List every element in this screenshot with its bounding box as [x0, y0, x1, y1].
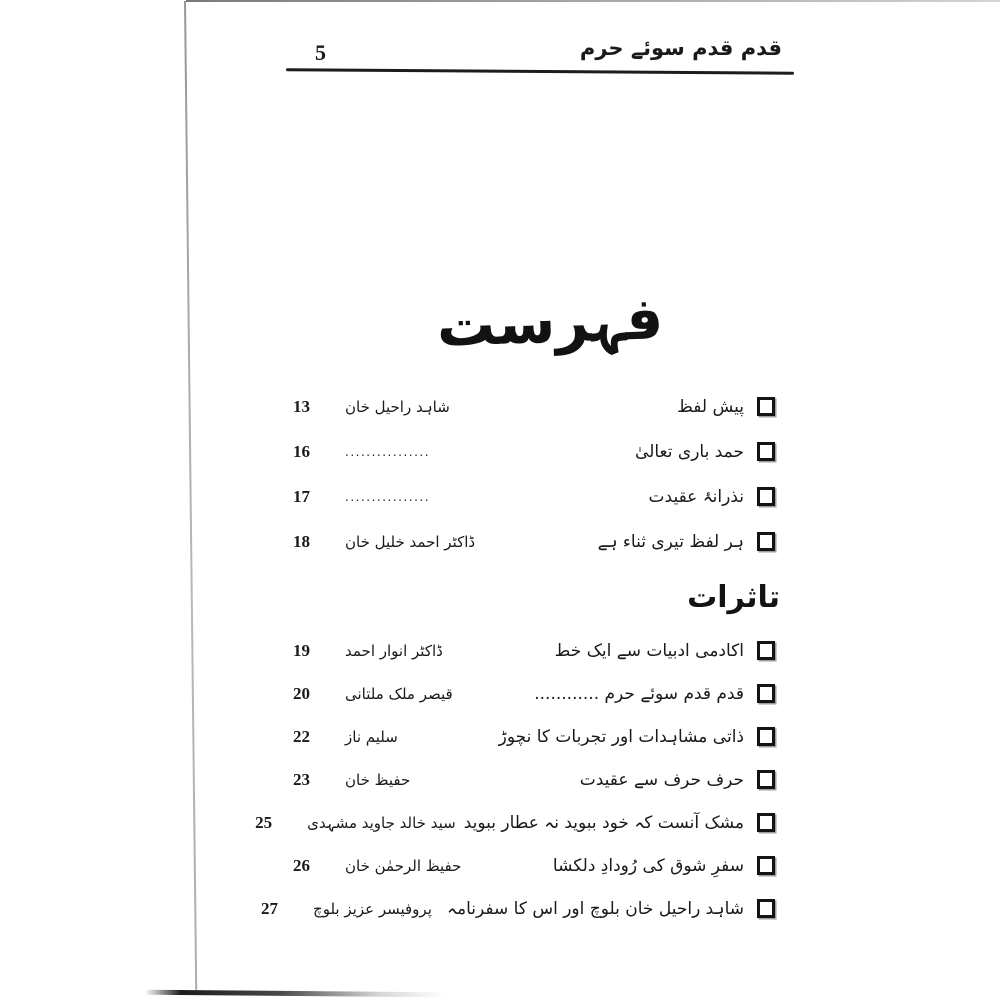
header-rule — [286, 68, 794, 75]
entry-page-number: 26 — [293, 855, 310, 875]
checkbox-icon — [757, 813, 775, 832]
toc-impressions-list — [255, 629, 775, 930]
entry-page-number: 18 — [293, 531, 310, 551]
contents-title: فہرست — [435, 284, 665, 360]
running-head-book-title: قدم قدم سوئے حرم — [579, 36, 782, 60]
entry-title: اکادمی ادبیات سے ایک خط — [554, 641, 744, 661]
entry-page-number: 20 — [293, 683, 310, 703]
entry-author: شاہد راحیل خان — [345, 397, 450, 416]
entry-title: سفرِ شوق کی رُودادِ دلکشا — [552, 855, 744, 876]
entry-title: نذرانۂ عقیدت — [648, 487, 744, 507]
entry-page-number: 19 — [293, 640, 310, 660]
entry-author-dots: ................ — [345, 489, 431, 504]
toc-row — [255, 801, 775, 844]
entry-page-number: 17 — [293, 486, 310, 506]
toc-row — [293, 629, 775, 672]
entry-author: حفیظ خان — [345, 770, 411, 789]
section-header-impressions: تاثرات — [687, 580, 780, 615]
checkbox-icon — [757, 532, 775, 551]
entry-page-number: 23 — [293, 769, 310, 789]
entry-page-number: 13 — [293, 396, 310, 416]
entry-page-number: 25 — [255, 812, 273, 832]
toc-row — [293, 715, 775, 758]
page-top-edge — [186, 0, 1000, 2]
entry-title: شاہد راحیل خان بلوچ اور اس کا سفرنامہ — [447, 899, 744, 919]
entry-page-number: 27 — [261, 898, 279, 918]
entry-author: حفیظ الرحمٰن خان — [345, 856, 462, 875]
toc-row — [293, 429, 775, 474]
toc-row — [293, 384, 775, 429]
checkbox-icon — [757, 684, 775, 703]
entry-title: حرف حرف سے عقیدت — [579, 770, 744, 790]
checkbox-icon — [757, 487, 775, 506]
entry-author: قیصر ملک ملتانی — [345, 684, 453, 703]
checkbox-icon — [757, 856, 775, 875]
toc-row — [293, 844, 775, 887]
entry-page-number: 22 — [293, 726, 310, 746]
entry-title: مشک آنست کہ خود ببوید نہ عطار ببوید — [463, 813, 744, 833]
book-bottom-edge-shadow — [145, 990, 445, 998]
toc-row — [293, 672, 775, 715]
entry-author: سلیم ناز — [345, 727, 398, 746]
entry-title: قدم قدم سوئے حرم ............ — [534, 684, 744, 704]
entry-page-number: 16 — [293, 441, 310, 461]
checkbox-icon — [757, 727, 775, 746]
checkbox-icon — [757, 770, 775, 789]
entry-title: حمد باری تعالیٰ — [635, 441, 744, 462]
checkbox-icon — [757, 397, 775, 416]
toc-row — [293, 519, 775, 564]
entry-author: ڈاکٹر احمد خلیل خان — [345, 532, 476, 551]
toc-front-list — [293, 384, 775, 564]
page-left-edge — [184, 1, 197, 990]
entry-title: ذاتی مشاہدات اور تجربات کا نچوڑ — [498, 727, 744, 747]
checkbox-icon — [757, 442, 775, 461]
entry-title: ہر لفظ تیری ثناء ہے — [597, 532, 744, 552]
entry-author: پروفیسر عزیز بلوچ — [313, 899, 432, 918]
checkbox-icon — [757, 641, 775, 660]
entry-author: سید خالد جاوید مشہدی — [307, 813, 456, 832]
toc-row — [293, 474, 775, 519]
page-number: 5 — [315, 40, 326, 65]
checkbox-icon — [757, 899, 775, 918]
entry-author: ڈاکٹر انوار احمد — [345, 641, 443, 660]
entry-title: پیش لفظ — [677, 396, 744, 417]
entry-author-dots: ................ — [345, 444, 431, 459]
toc-row — [261, 887, 775, 930]
toc-row — [293, 758, 775, 801]
